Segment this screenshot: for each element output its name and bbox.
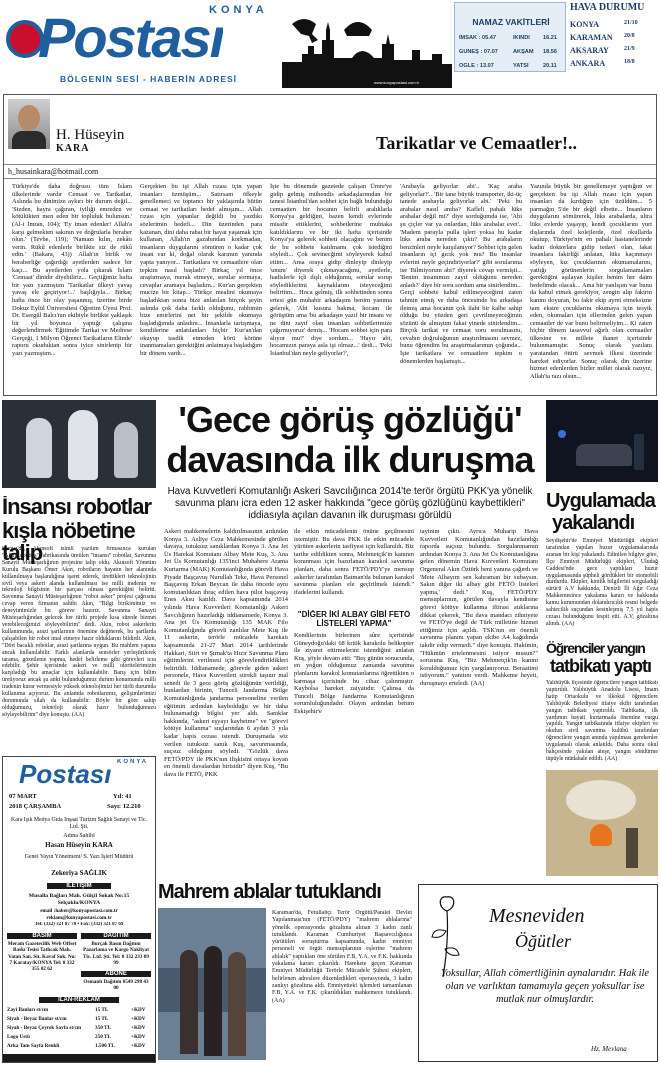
- imprint-day: 2018 ÇARŞAMBA: [9, 803, 62, 810]
- weather-row: [570, 33, 658, 42]
- mahrem-text: Karaman'da, Fetullahçı Terör Örgütü/Paralel Devlet Yapılanması'nın (FETÖ/PDY) "mahrem ablalarına" yönelik operasyonda gözaltına alınan 3 kadın zanlı tutuklandı. Karaman Cumhuriyet Başsavcılığınca yürütülen soruşturma kapsamında, kadın emniyet personeli ve örgüt mensuplarının eşlerine "mahrem ablalık" yaptıkları öne sürülen F.B, Y.A. ve F.K. hakkında yakalama kararı çıkarıldı. Harekete geçen Karaman Emniyet Müdürlüğü Terörle Mücadele Şubesi ekipleri, belirlenen adreslere düzenledikleri operasyonda, 3 kadın zanlıyı gözaltına aldı. Emniyetteki işlemleri tamamlanan F.B, Y.A. ve F.K. çıkarıldıkları mahkemece tutuklandı. (AA): [272, 910, 412, 1004]
- column-text: Türkiye'de daha doğrusu tüm İslam ülkelerinde vardır Cemaat ve Tarikatlar, Aslında bu dinimize aykırı bir durum değil... 'Sizden, hayra çağıran, iyiliği emreden ve kötülükten men eden bir topluluk bulunsun.' (Al-i İmran, 104); 'Ey iman edenler! Allah'a karşı gelmekten sakının ve doğrularla beraber olun.' (Tevbe, 119); 'Namazı kılın, zekâtı verin. Rükû edenlerle birlikte siz de rükû edin.' (Bakara, 43)) Allah'ın birlik ve beraberliğe çağırdığı ayetlerden sadece bir kaçı... Bu ayetlerden yola çıkarak İslam 'Cemaat' dinidir diyebiliriz... Geçtiğimiz hafta bir yazı yazmıştım 'Tarikatlar ülkeyi yavaş yavaş ele geçiriyor!...' başlığıyla... Birkaç hafta önce bir olay yaşanmış, üzerine birde Dokuz Eylül Üniversitesi Öğretim Üyesi Prof. Dr. Esergül Balcı'nın ekibiyle birlikte yaklaşık bir yıl boyunca yaptığı çalışma değerlendirmek 'Eğitimde Tarikat ve Medrese Gerçeği, 1 Milyon Öğrenci Tarikatların Elinde' raporu okuduktan sonra iyice sinirlenip bir yazı yazmıştım...: [12, 183, 132, 358]
- robot-figure: [114, 422, 138, 478]
- prayer-time: 07.07: [483, 49, 498, 55]
- mesnevi-author: Hz. Mevlana: [591, 1045, 627, 1053]
- lead-story: [158, 400, 542, 875]
- mahrem-headline: Mahrem ablalar tutuklandı: [158, 881, 381, 903]
- imprint-issue: Sayı: 12.210: [107, 803, 141, 810]
- logo-wordmark: Postası: [38, 8, 224, 68]
- prayer-time: 18.56: [543, 49, 557, 55]
- masthead-url: www.konyapostasi.com.tr: [374, 80, 420, 85]
- mesnevi-title: Öğütler: [515, 931, 571, 951]
- mahrem-photo: [158, 908, 266, 1060]
- konya-skyline-illustration: [282, 0, 452, 88]
- imprint-sub-body: Osmanlı Dağıtım 0549 298 43 00: [83, 979, 149, 992]
- imprint-email: email :haber@konyapostasi.com.tr: [40, 908, 118, 914]
- person-figure: [204, 946, 222, 1056]
- columnist-header: [4, 95, 656, 165]
- weather-temp: 18/8: [624, 59, 635, 65]
- capture-story: [546, 400, 658, 632]
- imprint-address: Musalla Bağları Mah. Gülçil Sokak No:15 Selçuklu/KONYA: [28, 893, 130, 906]
- imprint-phone: Tel: (332) 321 87 70 • Fax: (332) 321 87 69: [34, 922, 124, 927]
- weather-temp: 21/9: [624, 46, 635, 52]
- mesnevi-title: Mesneviden: [489, 905, 585, 927]
- mesnevi-box: [418, 884, 658, 1062]
- robots-photo: [2, 400, 156, 488]
- capture-text: Seydişehir'de Emniyet Müdürlüğü ekipleri tarafından yapılan huzur uygulamalarında aranan bir kişi yakalandı. Edinilen bilgiye göre, İlçe Emniyet Müdürlüğü ekipleri, Uludağ Caddesi'nde gece yaptıkları huzur uygulamasında şüpheli gördükleri bir otomobili durdurdu. Ekipler, kimlik bilgilerini sorguladığı sürücü A.V hakkında, Denizli İli Ağır Ceza Mahkemesince yakalama kararı ve hakkında kamu kurumundan dolandırıcılık resmi belgede sahtecilik suçundan kesinleşmiş 7,5 yıl hapis cezası bulunduğunu tespit etti. A.V, gözaltına alındı. (AA): [546, 538, 658, 627]
- lead-deck: Hava Kuvvetleri Komutanlığı Askeri Savcılığınca 2014'te terör örgütü PKK'ya yönelik savunma planı icra eden 12 asker hakkında "gece görüş gözlüğünü kaybettikleri" iddiasıyla açılan davanın ilk duruşması görüldü: [167, 486, 533, 521]
- imprint-ads-title: İLAN-REKLAM: [39, 997, 119, 1003]
- lead-text: tayinim çıktı. Ayrıca Muharip Hava Kuvvetleri Komutanlığından hazırlandığı raporda suçsuz bulundu. Sorgulanmamın ardından Konya 3. Ana Jet Üs Komutanlığına gelen dönemin Hava Kuvvetleri Komutanı Orgeneral Akın Öztürk beni yanına çağırdı ve 'Mete Albayım sen kahraman bir subaysın. Sakın diğer iki albay gibi FETÖ listeleri yapma,' dedi." Kuş, FETÖ/PDY mensuplarının, görülen davayla kendisine görevi kötüye kullanma iftirası atıklarına dikkat çekerek, "Bu dava mandacı zihniyete ve FETÖ'ye değil de Türk milletine hizmet ettiğimiz için açıldı. TSK'nın en önemli savunma planını yapan ekibe A4 kağıdında takdir edip vermedi." diye konuştu. Hakimin, "Hükmün ertelenmesini istiyor musun?" sorusuna Kuş, "Biz Mehmetçik'in kanını korulduğumuz için yargılanıyoruz. Beraatimi istiyorum." yanıtını verdi. Mahkeme heyeti, duruşmayı erteledi. (AA): [420, 528, 538, 687]
- columnist-face: [18, 105, 40, 131]
- weather-temp: 21/10: [624, 20, 638, 26]
- imprint-dist-body: Burçak Basın Dağıtım Pazarlama ve Kargo Nakliyat Tic. Ltd. Şti. Tel: 0 332 233 09 99: [83, 941, 149, 966]
- ad-rate-row: [7, 1016, 153, 1022]
- ad-rate-tax: +KDV: [131, 1007, 146, 1013]
- columnist-name: H. Hüseyin: [56, 127, 125, 143]
- students-photo: [546, 770, 658, 876]
- column-email-rule: [4, 178, 656, 179]
- robots-headline: kışla nöbetine talip: [2, 520, 135, 564]
- ad-rate-label: Siyah - Beyaz Çeyrek Sayfa st/cm: [7, 1025, 82, 1031]
- students-text: Yalıhüyük ilçesinde öğrencilere yangın tatbikatı yaptırıldı. Yalıhüyük Anadolu Lisesi, İmam hatip Ortaokulu ve ilkokul öğrencilere Yalıhüyük Belediyesi itfaiye ekibi tarafından yangın tatbikatı yaptırıldı. Tatbikatta, ilk yardımın hayati kurtarmada önemine vurgu yapıldı. Yangın tatbikatında itfaiye ekipleri ve okulun sivil savunma kulübü tarafından öğrencilere yangın anında yapılması gerekenler uygulamalı olarak anlatıldı. Daha sonra okul bahçesinde yakılan ateşe, yangın söndürme tüpüyle müdahale edildi. (AA): [546, 680, 658, 762]
- logo-konya: KONYA: [209, 4, 268, 16]
- imprint-email: reklam@konyapostasi.com.tr: [46, 915, 112, 921]
- prayer-time: 05.47: [482, 35, 497, 41]
- weather-row: [570, 20, 658, 29]
- ad-rate-label: Siyah - Beyaz İlanlar st/cm: [7, 1016, 67, 1022]
- person-figure: [228, 952, 246, 1056]
- imprint-konya: KONYA: [117, 759, 149, 765]
- ad-rate-tax: +KDV: [131, 1025, 146, 1031]
- prayer-label: İMSAK: [459, 35, 478, 41]
- robot-figure: [26, 418, 52, 478]
- imprint-wordmark: Postası: [19, 759, 112, 789]
- weather-title: HAVA DURUMU: [570, 2, 645, 13]
- column-text: 'Arabayla geliyorlar abi'.. 'Kaç araba geliyorlar?'.. 'Bir tane büyük transporter, iki-üç tanede arabayla geliyorlar abi.' 'Peki bu arabalar nasıl anıha? Kafleli pahalı lüks arabalar değil mi?' diye sorduğumda ise, 'Abi şu çiçler var ya onlardan, lüks arabalar evet'.. 'Madem parayla pulla işleri yoksa bu kadar lüks araba nereden çıktı? Bu arabaların benzinleri neyle karşılanıyor? Sohbet için gelen insanların içi gıcık yok mu? Bu insanlar evlerini neyle geçindiriyorlar?' gibi sorularıma ise 'Bilmiyorum abi!' diyerek cevap vermişti... 'Benim insanımızı zayıf olduğunu nereden anladı?' diye bir soru sordum ama sinirlendim... Gerçi sohbete kabul edilmeyeceğimi zaten tahmin etmiş ve daha öncesinde bu arkadaşa iletmiş ama hocanın çok ilahi bir kalbe sahip olduğu bu yüzden geri çevrilmeyeceğimin sözünü de almıştım fakat yinede sinirlendim... Birçok tarikat ve cemaat soru sorulmasını, cevabın doğruluğunun araştırılmasını sevmez, bunu öğrendim bu araştırmalarımın çoğunda... İşte tarikatlara ve cemaatlere tepkim o dönemlerden başlamıştı...: [400, 183, 522, 365]
- imprint-logo: [5, 759, 153, 789]
- prayer-time: 20.11: [543, 63, 557, 69]
- officer-figure: [634, 434, 644, 470]
- students-story: [546, 640, 658, 880]
- columnist-surname: KARA: [56, 143, 90, 154]
- ad-rate-row: [7, 1034, 153, 1040]
- imprint-owner-role: Adına Sahibi: [63, 833, 95, 839]
- prayer-time: 16.21: [543, 35, 557, 41]
- column-section: [3, 94, 657, 396]
- column-title: Tarikatlar ve Cemaatler!..: [376, 133, 577, 153]
- prayer-label: AKŞAM: [513, 49, 534, 55]
- capture-photo: [546, 400, 658, 482]
- imprint-year: Yıl: 41: [113, 793, 132, 800]
- imprint-contact-title: İLETİŞİM: [47, 883, 111, 889]
- lead-subhead: "DİĞER İKİ ALBAY GİBİ FETÖ LİSTELERİ YAPMA": [297, 610, 411, 628]
- imprint-footer-bar: [3, 1054, 155, 1062]
- prayer-title: NAMAZ VAKİTLERİ: [472, 17, 550, 27]
- robots-text: Konya'da, Akınsoft isimli yazılım firmasınca kurulan "AkınRobotics" fabrikasında üretilen "insansı" robotlar, Savunma Sanayii Müsteşarlığının projesine talip oldu. Akınsoft Yönetim Kurulu Başkanı Ömer Akın, robotların hayatın her alanında kullanılmaya başlandığına işaret ederek, ürettikleri teknolojinin sivil veya askeri alanda kullanılması ise milli iradenin ve teknoloji bilgisinin bir parçası olması gerektiğini belirtti. Savunma Sanayii Müsteşarlığının "robot asker" projesi çağrısına cevap veren firmanın sahibi Akın, "Bilgi birikimimiz ve deneyimimizle bu göreve hazırız. Savunma Sanayii Müsteşarlığından gelecek her türlü projede kısa sürede hizmet verebileceğimizi söyleyebilirim" dedi. Akın, robot askerlerin kullanımında, arazi şartlarının önemine değinerek, bu şartlarda çalışabilen bir robot imal etmeye hazır olduklarını bildirdi. Akın, "Dört bacaklı robotlar, arazi şartlarına uygun. Bu mahlem yapına ancak kullanılabilir. Farklı alanlarda sensörler yerleştirilerek tarama, gözetleme yapma, hedef belirleme gibi görevleri icra edebilir. Şehir içerisinde askeri ve milli otoritelerimizin karşıladığı bu amaçlar için kullanılabilir. Barış için bilim üretiyoruz ancak şu anki bulunduğumuz durum konumunda milli iradenin kurar vermesiyle yüksek teknolojimizi her türlü durumda kullanıma açıyoruz. Bu anlamda robotlarımız, gelişimlerimizi durumunda silah da kullanabilir. Böyle bir göre sahip olduğumuzu, teknoloji olarak hazır bulunduğumuzu söyleyebilirim" diye konuştu. (AA): [2, 546, 156, 718]
- prayer-label: İKİNDİ: [513, 35, 530, 41]
- imprint-print-body: Meram Gazetecilik Web Offset Baskı Tesisi Tatlıcak Mah. Vatan San. Sit. Kavaf Sok. No: 7 Karatay/KONYA Tel: 0 332 355 02 62: [7, 941, 77, 973]
- lead-headline: 'Gece görüş gözlüğü': [178, 400, 522, 440]
- lead-headline: davasında ilk duruşma: [166, 440, 534, 480]
- ad-rate-tax: +KDV: [131, 1034, 146, 1040]
- imprint-owner-company: Kara Işık Medya Gıda İnşaat Turizm Sağlık Sanayi ve Tic. Ltd. Şti.: [11, 817, 147, 830]
- imprint-editor-role: Genel Yayın Yönetmeni/ S. Yazı İşleri Müdürü: [24, 854, 134, 860]
- robot-figure: [68, 410, 98, 480]
- weather-city: AKSARAY: [570, 46, 609, 55]
- imprint-box: [2, 756, 156, 1063]
- ad-rate-price: 15 TL: [95, 1007, 109, 1013]
- imprint-print-title: BASIM: [7, 933, 77, 939]
- logo: [4, 4, 284, 74]
- ad-rate-price: 15 TL: [95, 1016, 109, 1022]
- weather-row: [570, 46, 658, 55]
- imprint-editor: Zekeriya SAĞLIK: [51, 869, 107, 877]
- mahrem-story: [158, 880, 414, 1063]
- prayer-row: GÜNEŞ : 07.07 AKŞAM 18.56: [459, 49, 557, 55]
- ad-rate-price: 250 TL: [95, 1034, 111, 1040]
- robots-story: [2, 400, 156, 752]
- person-figure: [626, 828, 638, 868]
- robots-headline: İnsansı robotlar: [2, 496, 152, 518]
- column-text: İşte bu dönemde gazetede çalışan Ümre'ye gidip gelmiş mühendis arkadaşlarımdan bir tanesi İstanbul'dan sohbet için bağlı bulunduğu cemaatten bir hocanın belirli aralıklarla Konya'ya geldiğini, bazen kendi evlerinde misafir ettiklerini, sohbetlerine muhtaka katıldıklarını ve bir iki hafta içerisinde Konya'ya gelerek sohbeti olacağını ve benim de bu sohbete katılmamı çok istediğini söyledi... Çok sevinecğimi söyleyerek kabul ettim... Ama oraya gidip dinleyip dinleyip 'unum' diyerek çıkmayacağımı, ayetlerle, hadislerle içli dışlı olduğumu, sorular sorup söylediklerimi kaynaklarını isteyeceğimi belirttim... Hoca gelmiş, ilk sohbetinden sonra ertesi gün muhabir arkadaşım benim yanıma gelerek, 'Abi kusura bakma, hocam ile görüştüm ama 'bu arkadaşın yazıf bir insanı ve ne dini zayıf olan insanları sohbetlerimize çağırmıyoruz' demiş... 'Hocam sohbet için para alıyor mu?' diye sordum... 'Hayır abi, hocamızın paraya asla işi olmaz...' dedi... 'Peki İstanbul'dan neyle geliyorlar?',: [270, 183, 392, 358]
- prayer-row: İMSAK : 05.47 İKİNDİ 16.21: [459, 35, 557, 41]
- ad-rate-tax: +KDV: [131, 1016, 146, 1022]
- ad-rate-label: Logo Üstü: [7, 1034, 30, 1040]
- capture-headline: yakalandı: [552, 512, 635, 534]
- lead-text: Askeri mahkemelerin kaldırılmasının ardından Konya 3. Asliye Ceza Mahkemesinde görülen davaya, tutuksuz sanıklardan Konya 3. Ana Jet Üs Harekat Komutanı Albay Mete Kuş, 3. Ana Jet Üs Komutanlığı 135'inci Muhabere Arama Kurtarma (MAK) Komutanlığında görevli Hava Piyade Başçavuş Nurullah Teke, Hava Personel Başçavuş Erkan Beycan ile daha öncede aynı komutanlıktan ihraç edilen hava pilot başçavuş Enes Aksu katıldı. Dava kapsamında 2014 yılında Hava Kuvvetleri Komutanlığı Askeri Savcılığının hazırladığı iddianamede, Konya 3. Ana jet Üs Komutanlığı 135 MAK Filo Komutanlığında görevli zanlılar Mete Kuş ile 11 askerin, terörle mücadele harekatı kapsamında 21-27 Mart 2014 tarihlerinde Hakkari, Siirt ve Şırnak'ta Hızır Savunma Planı eğitimlerini verilmesi için görevlendirildikleri belirtildi. İddianamede, görevde giden askeri personele, Hava Kuvvetleri sürekli taşınır mal senedi ile 3 gece görüş gözlüğünün verildiği, bunlardan birinin, Tunceli Jandarma Bölge Komutanlığında jandarma personeline verilen eğitimin ardından kaybolduğu ve bir daha bulunamadığı bilgisi yer aldı. Sanıklar hakkında, "askeri eşyayı kaybetme" ve "görevi kötüye kullanma" suçlarından 6 aydan 3 yıla kadar hapis cezası istendi. Duruşmada söz verilen tutuksuz sanık Kuş, savunmasında, suçsuz olduğunu söyledi. "Gözlük dava FETÖ/PDY ile PKK'nın ilişkisini ortaya koyan en önemli davalardan birisidir" diyen Kuş, "Bu dava ile FETÖ, PKK: [164, 528, 288, 778]
- imprint-dist-title: DAĞITIM: [81, 933, 151, 939]
- fire-shape: [590, 824, 612, 846]
- imprint-owner: Hasan Hüseyin KARA: [45, 841, 113, 849]
- weather-city: ANKARA: [570, 59, 606, 68]
- column-text: Gerçekten bu işi Allah rızası için yapan insanları üzmüşüm... Satırsam öfkeyle genellemeci ve toptancı bir yaklaşımla bütün cemaat ve tarikatları hedef almışım... Allah rızası için yapanlar değildi bu yazdıkı sözlerimin hedefi... Din üzerinden para kazanan, dini daha rahat bir hayat yaşamak için kullanan, Allah'ın gazabından korkmadan, insanların duygularını sömüren o kadar çok insan var ki, doğal olarak karımın yanında yapta yanıyor... Tarikatlara ve cemaatlere olan tepkim nasıl başladı? Birkaç yıl önce araştırmaya, merak etmeye, sorular sormaya, cevaplar aramaya başladım... Kur'an gerçekten mucize bir kitap... Türkçe mealini okumaya başladıktan sonra bize anlatılan birçok şeyin aslında çok daha farklı olduğunu, rabbimin bize emirlerini net bir şekilde okumaya başladığımda anladım... İnsanlarla tartışmaya, kendilerine anlatılanları hiçbir Kur'an'dan okuyup tasdik etmeden körü körüne inanmamaları gerektiğini anlatmaya başladığım bir dönem vardı...: [140, 183, 262, 358]
- columnist-email: h_husainkara@hotmail.com: [8, 167, 99, 176]
- weather-city: KONYA: [570, 20, 600, 29]
- weather-city: KARAMAN: [570, 33, 613, 42]
- column-text: Yazında büyük bir genellemeye yaptığım ve gerçekten bu işi Allah rızası için yapan insanları da kırdığım için üzüldüm... 5 parmağın 5'de bir değil elbette... İnsanların duygularını sömürerek, lüks arabalarda, ultra lüks evlerde yaşayıp, kendi çocuklarını yurt dışlarında özel kolejlerde, özel okullarda okutup, Türkiye'nin en pahalı hastanelerinde kadın doktorlara gidip tedavi olan, fakat insanlara fakirliği anlatan, lüks kaçınmayı söyleyen, kız çocuklarının okumamalarını, yattığı görünenlerin sorgulamamaları gerektiğini aşılayan kişiler benim her daim hedefimde olacak... Ama bir yanlışım var bunu da kabul etmek gerekiyor, zengin alıp fakirin kanını doyuran, bu fakir ekip ayret etmeksizne tam ekstre çocuklarını okumaya için tesyik eden, okumaları için ellerinden gelen yapan cemaatler de var bunu belirmeliyim... Ki zaten hiçbir dönem tasavvuf ağırlı olan cemaatler ülkesine ve millete ihanet içerisinde bulunmamıştır. Sonuç olarak yazılanı yaratandan ötürü sevmek ilkesi üzerinde hareket ediyorlar. Sonuç olarak din üzerine hizmet edenlerden bizler millet olarak razıyız, Allah'ta razı olsun...: [530, 183, 652, 380]
- smoke-shape: [566, 780, 636, 820]
- lead-text: ile etkin mücadelenin önüne geçilmesini istemiştir. Bu dava PKK ile etkin mücadele yürüten askerlerin tasfiyesi için kullanıldı. Biz tarihe edildikten sonra, Mehmetçik'in kanının korunması için hazırlanan karakol savunma planları, daha sonra FETÖ/PDY'ye mensup askerler tarafından Batman'da bulunan karakol savunma planları ele geçirilmek istendi." ifadelerini kullandı.: [294, 528, 414, 596]
- weather-temp: 20/8: [624, 33, 635, 39]
- ad-rate-row: [7, 1025, 153, 1031]
- students-headline: tatbikatı yaptı: [550, 656, 652, 676]
- ad-rate-price: 1.500 TL: [95, 1043, 115, 1049]
- ad-rate-tax: +KDV: [131, 1043, 146, 1049]
- skyline-silhouette: [282, 19, 452, 88]
- prayer-row: ÖĞLE : 13.07 YATSI 20.11: [459, 63, 557, 69]
- ad-rate-row: [7, 1043, 153, 1049]
- police-light: [558, 430, 566, 438]
- ad-rate-label: Zayi İlanları st/cm: [7, 1007, 49, 1013]
- prayer-times: [454, 2, 566, 72]
- car-shape: [576, 444, 632, 466]
- slogan: BÖLGENİN SESİ - HABERİN ADRESİ: [60, 74, 238, 84]
- prayer-label: YATSI: [513, 63, 529, 69]
- weather-row: [570, 59, 658, 68]
- prayer-label: GÜNEŞ: [459, 49, 479, 55]
- weather: [568, 2, 658, 74]
- capture-headline: Uygulamada: [546, 490, 655, 512]
- ad-rate-row: [7, 1007, 153, 1013]
- rose-icon: [427, 891, 467, 979]
- imprint-sub-title: ABONE: [81, 971, 151, 977]
- columnist-body: [12, 131, 46, 149]
- prayer-time: 13.07: [479, 63, 494, 69]
- masthead: [0, 0, 660, 92]
- imprint-date: 07 MART: [9, 793, 37, 800]
- lead-text: Kendilerinin birlerinen sûre içerisinde Güneydoğu'daki 68 kritik karakolu helikopter ile ziyaret ettirmelerini istendiğini anlatan Kuş, şöyle devam etti: "Beş günün sonucunda, en yoğun olduğumuz zamanda savunma planlarını karakol komutanlarına öğrettikten o karmaşa içerisinde bu cihaz çalınmıştır. Kaybolsa hareket zaiyatıdır. Çalınsa da Tunceli Bölge Jandarma Komutanlığının sorumluluğundadır. Olayın ardından benim Eskişehir'e: [294, 632, 414, 715]
- prayer-label: ÖĞLE: [459, 63, 475, 69]
- ad-rate-price: 350 TL: [95, 1025, 111, 1031]
- ad-rate-label: Arka Tam Sayfa Renkli: [7, 1043, 60, 1049]
- students-headline: Öğrenciler yangın: [546, 640, 645, 656]
- person-figure: [180, 950, 198, 1054]
- columnist-photo: [8, 99, 50, 149]
- mesnevi-quote: Yoksullar, Allah cömertliğinin aynalarıdır. Hak ile olan ve varlıktan tamamıyla geçen yoksullar ise mutlak nur olmuşlardır.: [440, 968, 650, 1005]
